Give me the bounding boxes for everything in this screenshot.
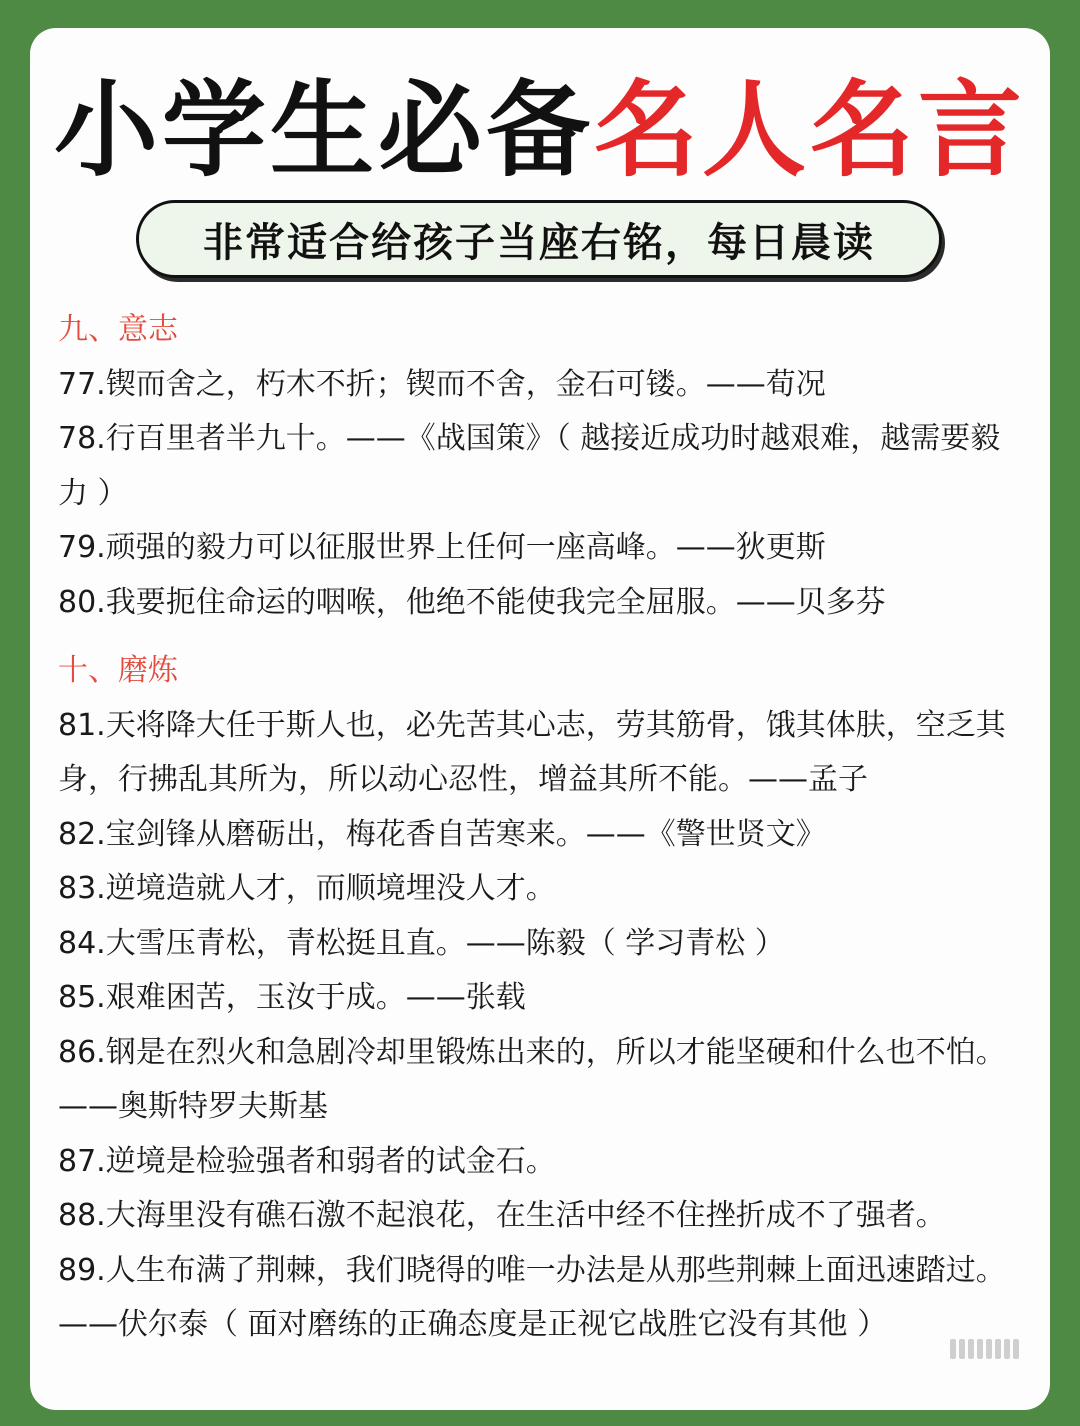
section-willpower — [58, 303, 1023, 630]
quote-item: 87.逆境是检验强者和弱者的试金石。 — [58, 1143, 556, 1179]
quote-item: 86.钢是在烈火和急剧冷却里锻炼出来的，所以才能坚硬和什么也不怕。——奥斯特罗夫斯基 — [58, 1034, 1006, 1124]
title-part-1: 小学生必备 — [53, 69, 594, 191]
quote-item: 79.顽强的毅力可以征服世界上任何一座高峰。——狄更斯 — [58, 530, 826, 565]
quote-item: 83.逆境造就人才，而顺境埋没人才。 — [58, 871, 556, 906]
quote-item: 85.艰难困苦，玉汝于成。——张载 — [58, 980, 526, 1015]
page-title — [30, 70, 1050, 190]
section-tempering — [58, 644, 1023, 1353]
quote-item: 78.行百里者半九十。——《战国策》（ 越接近成功时越艰难，越需要毅力 ） — [58, 421, 1001, 511]
section-heading: 十、磨炼 — [58, 653, 178, 688]
barcode-mark — [950, 1338, 1050, 1360]
quote-item: 77.锲而舍之，朽木不折；锲而不舍，金石可镂。——荀况 — [58, 366, 826, 402]
subtitle-banner: 非常适合给孩子当座右铭，每日晨读 — [136, 200, 942, 278]
title-part-2: 名人名言 — [594, 69, 1027, 191]
quote-item: 80.我要扼住命运的咽喉，他绝不能使我完全屈服。——贝多芬 — [58, 584, 886, 620]
quote-item: 88.大海里没有礁石激不起浪花，在生活中经不住挫折成不了强者。 — [58, 1198, 946, 1233]
quote-item: 89.人生布满了荆棘，我们晓得的唯一办法是从那些荆棘上面迅速踏过。——伏尔泰（ 面对磨练的正确态度是正视它战胜它没有其他 ） — [58, 1252, 1006, 1342]
quote-item: 82.宝剑锋从磨砺出，梅花香自苦寒来。——《警世贤文》 — [58, 816, 826, 852]
content-card — [30, 28, 1050, 1410]
quote-list — [58, 303, 1023, 1353]
quote-item: 84.大雪压青松，青松挺且直。——陈毅（ 学习青松 ） — [58, 925, 785, 961]
quote-item: 81.天将降大任于斯人也，必先苦其心志，劳其筋骨，饿其体肤，空乏其身，行拂乱其所为，所以动心忍性，增益其所不能。——孟子 — [58, 707, 1006, 797]
section-heading: 九、意志 — [58, 312, 178, 347]
